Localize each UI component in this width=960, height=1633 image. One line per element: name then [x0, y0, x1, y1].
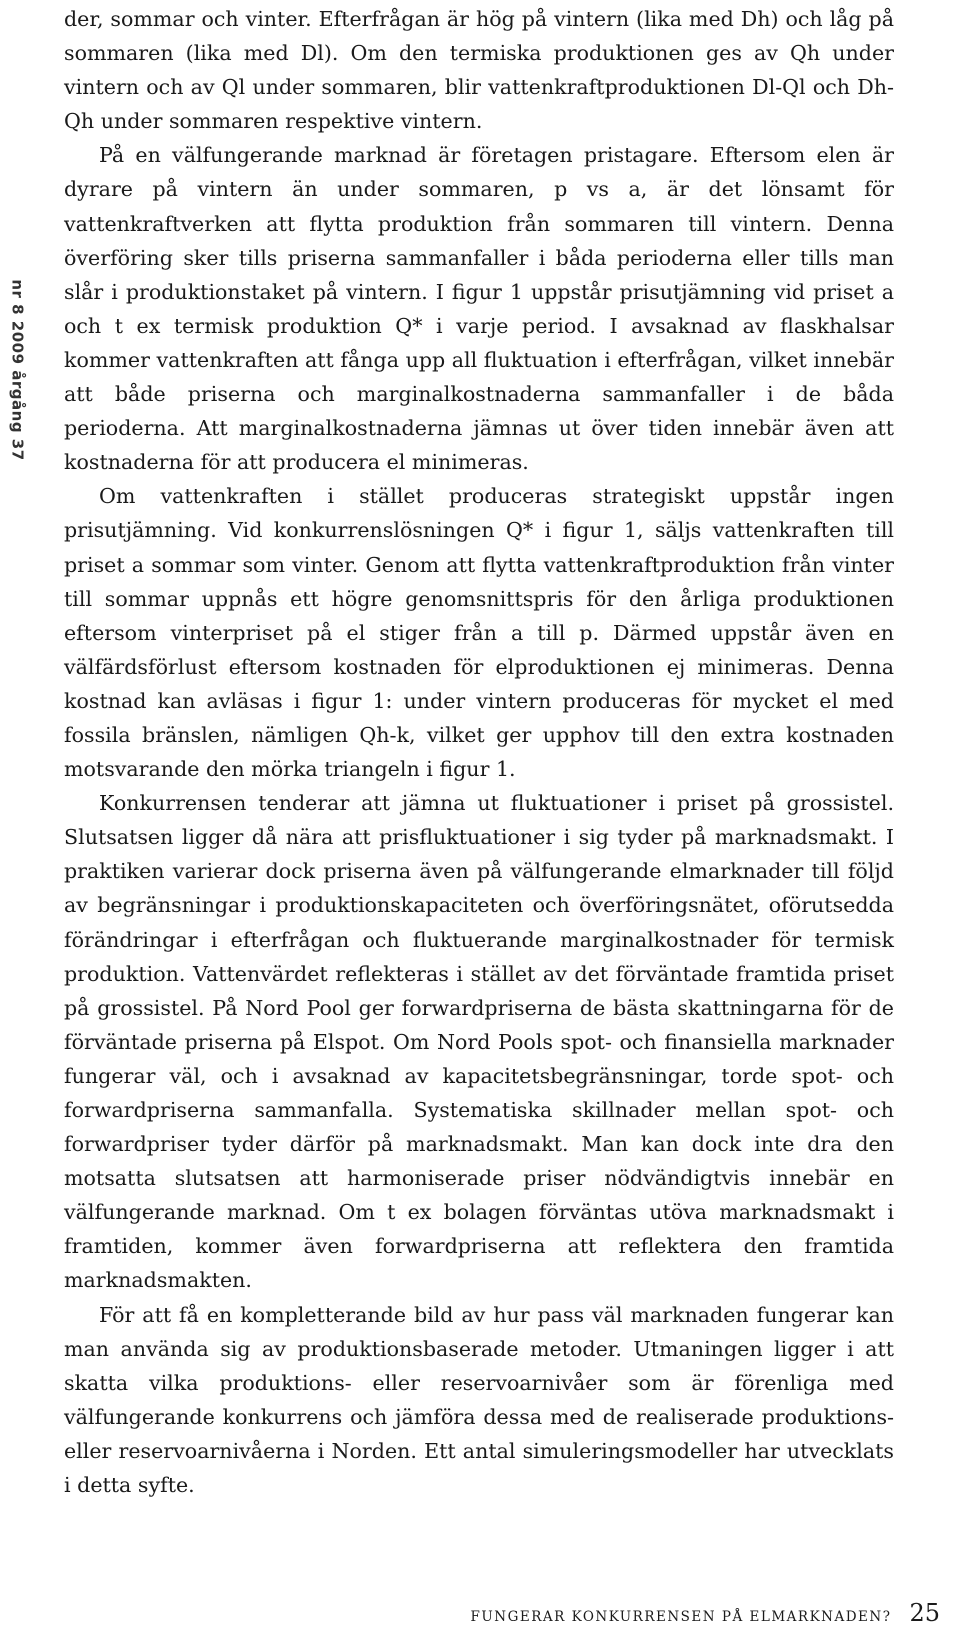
paragraph-2: På en välfungerande marknad är företagen pristagare. Eftersom elen är dyrare på vintern än under sommaren, p vs a, är det lönsamt för vattenkraftverken att flytta produktion från sommaren till vintern. Denna överföring sker tills priserna sammanfaller i båda perioderna eller tills man slår i produktionstaket på vintern. I figur 1 uppstår prisutjämning vid priset a och t ex termisk produktion Q* i varje period. I avsaknad av flaskhalsar kommer vattenkraften att fånga upp all fluktuation i efterfrågan, vilket innebär att både priserna och marginalkostnaderna sammanfaller i de båda perioderna. Att marginalkostnaderna jämnas ut över tiden innebär även att kostnaderna för att producera el minimeras. [64, 143, 894, 475]
issue-side-label [3, 260, 33, 480]
paragraph-1: der, sommar och vinter. Efterfrågan är hög på vintern (lika med Dh) och låg på sommaren (lika med Dl). Om den termiska produktionen ges av Qh under vintern och av Ql under sommaren, blir vattenkraftproduktionen Dl-Ql och Dh-Qh under sommaren respektive vintern. [64, 7, 894, 134]
running-title: FUNGERAR KONKURRENSEN PÅ ELMARKNADEN? [470, 1609, 892, 1625]
paragraph-5: För att få en kompletterande bild av hur pass väl marknaden fungerar kan man använda sig av produktionsbaserade metoder. Utmaningen ligger i att skatta vilka produktions- eller reservoarnivåer som är förenliga med välfungerande konkurrens och jämföra dessa med de realiserade produktions- eller reservoarnivåerna i Norden. Ett antal simuleringsmodeller har utvecklats i detta syfte. [64, 1302, 894, 1498]
paragraph-4: Konkurrensen tenderar att jämna ut fluktuationer i priset på grossistel. Slutsatsen ligger då nära att prisfluktuationer i sig tyder på marknadsmakt. I praktiken varierar dock priserna även på välfungerande elmarknader till följd av begränsningar i produktionskapaciteten och överföringsnätet, oförutsedda förändringar i efterfrågan och fluktuerande marginalkostnader för termisk produktion. Vattenvärdet reflekteras i stället av det förväntade framtida priset på grossistel. På Nord Pool ger forwardpriserna de bästa skattningarna för de förväntade priserna på Elspot. Om Nord Pools spot- och finansiella marknader fungerar väl, och i avsaknad av kapacitetsbegränsningar, torde spot- och forwardpriserna sammanfalla. Systematiska skillnader mellan spot- och forwardpriser tyder därför på marknadsmakt. Man kan dock inte dra den motsatta slutsatsen att harmoniserade priser nödvändigtvis innebär en välfungerande marknad. Om t ex bolagen förväntas utöva marknadsmakt i framtiden, kommer även forwardpriserna att reflektera den framtida marknadsmakten. [64, 791, 894, 1293]
page-number: 25 [909, 1599, 940, 1627]
article-body [64, 2, 894, 1502]
paragraph-3: Om vattenkraften i stället produceras strategiskt uppstår ingen prisutjämning. Vid konkurrenslösningen Q* i figur 1, säljs vattenkraften till priset a sommar som vinter. Genom att flytta vattenkraftproduktion från vinter till sommar uppnås ett högre genomsnittspris för den årliga produktionen eftersom vinterpriset på el stiger från a till p. Därmed uppstår även en välfärdsförlust eftersom kostnaden för elproduktionen ej minimeras. Denna kostnad kan avläsas i figur 1: under vintern produceras för mycket el med fossila bränslen, nämligen Qh-k, vilket ger upphov till den extra kostnaden motsvarande den mörka triangeln i figur 1. [64, 484, 894, 782]
page-footer [470, 1599, 940, 1627]
issue-label-text: nr 8 2009 årgång 37 [9, 279, 28, 461]
